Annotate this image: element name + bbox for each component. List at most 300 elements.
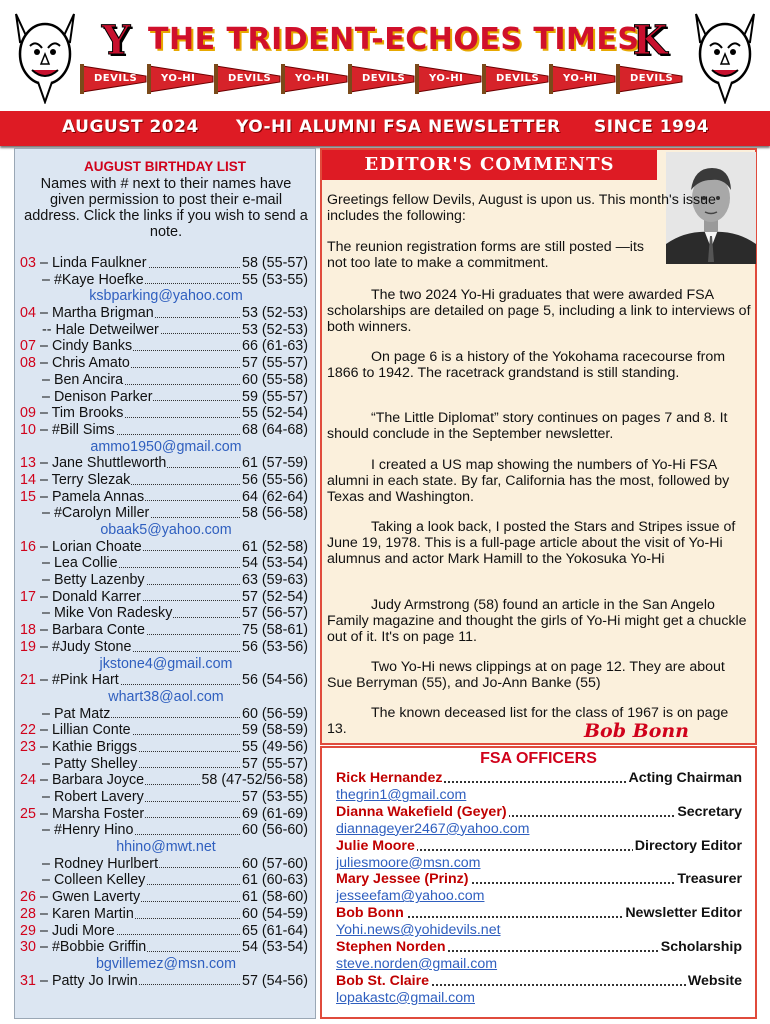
dash-separator: – (42, 371, 54, 388)
class-years: 58 (47-52/56-58) (201, 772, 308, 789)
birthday-name (42, 505, 150, 522)
birthday-row (18, 906, 314, 923)
email-text: ammo1950@gmail.com (90, 438, 242, 455)
birthday-row (18, 772, 314, 789)
officer-line (336, 939, 742, 956)
birthday-row (18, 889, 314, 906)
devil-mascot-icon (686, 6, 764, 104)
class-years: 57 (55-57) (242, 755, 308, 772)
editor-paragraph: The two 2024 Yo-Hi graduates that were awarded FSA scholarships are detailed on page 5, including a link to interviews of both winners. (327, 287, 751, 335)
class-years: 61 (60-63) (242, 872, 308, 889)
officer-name: Bob St. Claire (336, 972, 430, 989)
editor-comments (320, 148, 757, 745)
dash-separator: – (42, 605, 54, 622)
pennant-label: DEVILS (94, 73, 138, 84)
class-years: 60 (56-60) (242, 822, 308, 839)
birthday-name (42, 389, 153, 406)
birthday-row (18, 389, 314, 406)
birthday-name (40, 622, 146, 639)
dash-separator: – (40, 772, 52, 789)
pennant-label: YO-HI (429, 73, 464, 84)
birthday-email-link[interactable] (18, 656, 314, 673)
birthday-row (18, 272, 314, 289)
birthday-row (18, 472, 314, 489)
birthday-name (40, 973, 139, 990)
birthday-name (42, 856, 159, 873)
dash-separator: – (42, 572, 54, 589)
class-years: 60 (55-58) (242, 371, 308, 388)
birthday-name (40, 422, 116, 439)
class-years: 55 (49-56) (242, 738, 308, 755)
editor-paragraph: On page 6 is a history of the Yokohama racecourse from 1866 to 1942. The racetrack grandstand is still standing. (327, 349, 726, 381)
officer-name: Dianna Wakefield (Geyer) (336, 803, 507, 820)
person-name: Terry Slezak (51, 471, 131, 488)
birthday-row (18, 555, 314, 572)
dash-separator: – (40, 488, 52, 505)
birthday-name (40, 672, 120, 689)
birthday-name (40, 472, 131, 489)
birthday-row (18, 622, 314, 639)
editor-paragraph: Two Yo-Hi news clippings at on page 12. They are about Sue Berryman (55), and Jo-Ann Banke (55) (327, 659, 725, 691)
editor-paragraph: Taking a look back, I posted the Stars and Stripes issue of June 19, 1978. This is a full-page article about the visit of Yo-Hi alumnus and actor Mark Hamill to the Yokosuka Yo-Hi (327, 519, 736, 567)
officer-line (336, 804, 742, 821)
dash-separator: – (42, 789, 54, 805)
officer-entry (336, 973, 742, 1007)
class-years: 54 (53-54) (242, 555, 308, 572)
pennant-label: DEVILS (362, 73, 406, 84)
officer-email-link[interactable]: thegrin1@gmail.com (336, 787, 467, 803)
officer-entry (336, 939, 742, 973)
birthday-name (40, 405, 124, 422)
person-name: Gwen Laverty (51, 889, 141, 906)
birthday-name (40, 806, 145, 823)
birthday-row (18, 822, 314, 839)
editor-paragraph: I created a US map showing the numbers of Yo-Hi FSA alumni in each state. By far, California has the most, followed by Texas and Washington. (327, 457, 730, 505)
pennant-flag (348, 64, 416, 94)
birthday-day: 22 (20, 722, 36, 739)
birthday-name (40, 355, 131, 372)
birthday-row (18, 672, 314, 689)
birthday-name (42, 555, 119, 572)
birthday-row (18, 706, 314, 723)
dash-separator: – (40, 622, 52, 639)
person-name: #Bobbie Griffin (51, 939, 147, 956)
birthday-day: 04 (20, 305, 36, 322)
birthday-name (40, 338, 133, 355)
dash-separator: – (40, 355, 52, 372)
birthday-day: 29 (20, 922, 36, 939)
birthday-day: 09 (20, 405, 36, 422)
person-name: Tim Brooks (51, 405, 124, 422)
birthday-row (18, 372, 314, 389)
birthday-name (40, 939, 147, 956)
pennant-flag (147, 64, 215, 94)
pennant-flag (214, 64, 282, 94)
birthday-name (40, 923, 116, 940)
officer-entry (336, 871, 742, 905)
dash-separator: – (40, 922, 52, 939)
officer-line (336, 973, 742, 990)
birthday-name (42, 872, 146, 889)
dash-separator: – (42, 872, 54, 889)
class-years: 66 (61-63) (242, 338, 308, 355)
pennant-row (80, 64, 685, 98)
pennant-flag (482, 64, 550, 94)
officer-line (336, 905, 742, 922)
birthday-day: 17 (20, 588, 36, 605)
birthday-row (18, 455, 314, 472)
dash-separator: – (42, 822, 54, 839)
class-years: 60 (56-59) (242, 705, 308, 722)
class-years: 61 (58-60) (242, 889, 308, 906)
letter-y: Y (101, 17, 131, 64)
person-name: Linda Faulkner (51, 255, 147, 271)
person-name: Marsha Foster (51, 805, 145, 822)
birthday-day: 31 (20, 972, 36, 989)
person-name: #Kaye Hoefke (53, 271, 144, 288)
birthday-row (18, 572, 314, 589)
officer-name: Julie Moore (336, 837, 415, 854)
person-name: Betty Lazenby (53, 572, 145, 589)
email-text: bgvillemez@msn.com (95, 955, 237, 972)
email-text: jkstone4@gmail.com (99, 655, 233, 672)
birthday-name (42, 572, 146, 589)
birthday-day: 16 (20, 538, 36, 555)
birthday-name (40, 722, 132, 739)
birthday-row (18, 422, 314, 439)
birthday-name (40, 906, 135, 923)
birthday-name (40, 639, 132, 656)
dash-separator: – (40, 638, 52, 655)
class-years: 54 (53-54) (242, 939, 308, 956)
officers-title: FSA OFFICERS (480, 750, 597, 767)
dash-separator: – (40, 538, 52, 555)
birthday-row (18, 872, 314, 889)
birthday-day: 03 (20, 255, 36, 271)
birthday-email-link[interactable] (18, 689, 314, 706)
birthday-day: 24 (20, 772, 36, 789)
officer-email-link[interactable]: juliesmoore@msn.com (336, 854, 481, 871)
email-text: whart38@aol.com (108, 688, 224, 705)
class-years: 57 (53-55) (242, 789, 308, 805)
birthday-row (18, 355, 314, 372)
dash-separator: – (40, 722, 52, 739)
birthday-name (42, 756, 138, 773)
birthday-day: 23 (20, 738, 36, 755)
person-name: Pat Matz (53, 705, 111, 722)
issue-banner (0, 111, 770, 146)
person-name: Lillian Conte (51, 722, 131, 739)
pennant-label: YO-HI (563, 73, 598, 84)
birthday-day: 25 (20, 805, 36, 822)
birthday-row (18, 539, 314, 556)
officer-email-link[interactable]: lopakastc@gmail.com (336, 989, 475, 1006)
person-name: Mike Von Radesky (53, 605, 173, 622)
person-name: Kathie Briggs (51, 738, 137, 755)
birthday-day: 30 (20, 939, 36, 956)
birthday-name (42, 605, 173, 622)
officer-name: Bob Bonn (336, 905, 404, 922)
birthday-email-link[interactable] (18, 288, 314, 305)
class-years: 57 (54-56) (242, 972, 308, 989)
birthday-email-link[interactable] (18, 439, 314, 456)
person-name: Lorian Choate (51, 538, 142, 555)
class-years: 60 (54-59) (242, 905, 308, 922)
birthday-row (18, 505, 314, 522)
birthday-row (18, 605, 314, 622)
officer-line (336, 770, 742, 787)
dash-separator: – (40, 305, 52, 322)
birthday-email-link[interactable] (18, 839, 314, 856)
birthday-list (18, 255, 314, 989)
birthday-day: 21 (20, 672, 36, 689)
dash-separator: – (40, 421, 52, 438)
person-name: #Bill Sims (51, 421, 115, 438)
birthday-row (18, 923, 314, 940)
person-name: Judi More (51, 922, 115, 939)
officer-role: Directory Editor (634, 837, 742, 854)
editor-paragraph: Judy Armstrong (58) found an article in the San Angelo Family magazine and thought the girls of Yo-Hi might get a chuckle out of it. It's on page 11. (327, 597, 747, 645)
pennant-label: YO-HI (295, 73, 330, 84)
fsa-officers (320, 746, 757, 1019)
dash-separator: – (40, 255, 52, 271)
officer-line (336, 838, 742, 855)
birthday-row (18, 722, 314, 739)
class-years: 63 (59-63) (242, 572, 308, 589)
dash-separator: – (40, 471, 52, 488)
pennant-label: DEVILS (228, 73, 272, 84)
class-years: 55 (52-54) (242, 405, 308, 422)
email-text: hhino@mwt.net (116, 839, 216, 856)
birthday-row (18, 739, 314, 756)
editor-title: EDITOR'S COMMENTS (322, 150, 657, 180)
dash-separator: – (40, 905, 52, 922)
pennant-label: YO-HI (161, 73, 196, 84)
birthday-row (18, 806, 314, 823)
birthday-day: 10 (20, 421, 36, 438)
person-name: Colleen Kelley (53, 872, 146, 889)
officer-entry (336, 905, 742, 939)
birthday-row (18, 939, 314, 956)
officer-name: Stephen Norden (336, 939, 446, 955)
birthday-day: 26 (20, 889, 36, 906)
birthday-row (18, 639, 314, 656)
person-name: Patty Shelley (53, 755, 138, 772)
dash-separator: – (42, 505, 54, 522)
birthday-name (40, 255, 148, 272)
class-years: 53 (52-53) (242, 321, 308, 338)
birthday-name (42, 322, 160, 339)
dash-separator: – (42, 705, 54, 722)
officer-entry (336, 838, 742, 872)
class-years: 69 (61-69) (242, 805, 308, 822)
class-years: 59 (55-57) (242, 388, 308, 405)
dash-separator: – (40, 889, 52, 906)
class-years: 60 (57-60) (242, 855, 308, 872)
birthday-name (42, 706, 111, 723)
class-years: 56 (55-56) (242, 471, 308, 488)
officer-email-link[interactable]: diannageyer2467@yahoo.com (336, 820, 530, 837)
class-years: 59 (58-59) (242, 722, 308, 739)
officer-role: Newsletter Editor (625, 905, 742, 922)
dash-separator: – (42, 388, 54, 405)
officer-email-link[interactable]: Yohi.news@yohidevils.net (336, 922, 501, 939)
person-name: #Judy Stone (51, 638, 132, 655)
class-years: 64 (62-64) (242, 488, 308, 505)
devil-mascot-icon (6, 6, 84, 104)
birthday-row (18, 255, 314, 272)
person-name: #Carolyn Miller (53, 505, 150, 522)
officer-email-link[interactable]: jesseefam@yahoo.com (336, 888, 485, 905)
birthday-day: 08 (20, 355, 36, 372)
officer-role: Website (687, 972, 742, 989)
birthday-name (42, 822, 134, 839)
birthday-name (42, 272, 145, 289)
birthday-email-link[interactable] (18, 956, 314, 973)
dash-separator: – (40, 738, 52, 755)
email-text: ksbparking@yahoo.com (89, 288, 243, 305)
class-years: 56 (53-56) (242, 638, 308, 655)
class-years: 56 (54-56) (242, 672, 308, 689)
dash-separator: – (42, 271, 54, 288)
class-years: 75 (58-61) (242, 622, 308, 639)
person-name: Robert Lavery (53, 789, 144, 805)
person-name: Lea Collie (53, 555, 118, 572)
birthday-name (40, 539, 143, 556)
person-name: Patty Jo Irwin (51, 972, 138, 989)
officer-role: Treasurer (677, 871, 742, 888)
officer-name: Rick Hernandez (336, 770, 443, 786)
officer-entry (336, 770, 742, 804)
officer-email-link[interactable]: steve.norden@gmail.com (336, 956, 498, 972)
officer-entry (336, 804, 742, 838)
pennant-flag (80, 64, 148, 94)
class-years: 57 (52-54) (242, 588, 308, 605)
officer-role: Scholarship (660, 939, 742, 955)
dash-separator: – (40, 455, 52, 472)
person-name: Barbara Joyce (51, 772, 145, 789)
birthday-row (18, 489, 314, 506)
dash-separator: – (40, 939, 52, 956)
dash-separator: -- (42, 321, 56, 338)
class-years: 57 (55-57) (242, 355, 308, 372)
birthday-day: 07 (20, 338, 36, 355)
pennant-label: DEVILS (630, 73, 674, 84)
class-years: 65 (61-64) (242, 922, 308, 939)
person-name: Pamela Annas (51, 488, 145, 505)
pennant-label: DEVILS (496, 73, 540, 84)
birthday-name (40, 489, 145, 506)
birthday-day: 13 (20, 455, 36, 472)
person-name: Rodney Hurlbert (53, 855, 159, 872)
person-name: Karen Martin (51, 905, 134, 922)
newsletter-name: YO-HI ALUMNI FSA NEWSLETTER (236, 117, 561, 137)
birthday-name (42, 372, 124, 389)
birthday-row (18, 405, 314, 422)
pennant-flag (616, 64, 684, 94)
dash-separator: – (40, 588, 52, 605)
person-name: #Henry Hino (53, 822, 134, 839)
class-years: 58 (56-58) (242, 505, 308, 522)
editor-paragraph: “The Little Diplomat” story continues on pages 7 and 8. It should conclude in the September newsletter. (327, 410, 728, 442)
birthday-name (40, 772, 145, 789)
editor-paragraph: Greetings fellow Devils, August is upon us. This month's issue includes the following: (327, 192, 716, 224)
birthday-name (40, 455, 167, 472)
newsletter-title: THE TRIDENT-ECHOES TIMES (148, 22, 640, 57)
birthday-title: AUGUST BIRTHDAY LIST (83, 159, 246, 174)
birthday-name (40, 739, 138, 756)
birthday-name (42, 789, 145, 806)
email-text: obaak5@yahoo.com (100, 522, 232, 538)
editor-paragraph: The known deceased list for the class of 1967 is on page 13. (327, 705, 729, 737)
person-name: Denison Parker (53, 388, 153, 405)
birthday-row (18, 305, 314, 322)
person-name: Cindy Banks (51, 338, 133, 355)
birthday-row (18, 322, 314, 339)
class-years: 68 (64-68) (242, 421, 308, 438)
birthday-row (18, 338, 314, 355)
birthday-day: 15 (20, 488, 36, 505)
officer-role: Secretary (677, 803, 742, 820)
person-name: Ben Ancira (53, 371, 124, 388)
editor-paragraph: The reunion registration forms are still posted —its not too late to make a commitment. (327, 239, 644, 271)
person-name: Martha Brigman (51, 305, 154, 322)
birthday-day: 28 (20, 905, 36, 922)
officer-line (336, 871, 742, 888)
birthday-day: 18 (20, 622, 36, 639)
since-year: SINCE 1994 (594, 117, 710, 137)
class-years: 53 (52-53) (242, 305, 308, 322)
pennant-flag (281, 64, 349, 94)
pennant-flag (549, 64, 617, 94)
issue-date: AUGUST 2024 (62, 117, 199, 137)
birthday-row (18, 789, 314, 806)
birthday-row (18, 756, 314, 773)
pennant-flag (415, 64, 483, 94)
birthday-intro: Names with # next to their names have given permission to post their e-mail address. Click the links if you wish to send a note. (24, 176, 308, 240)
birthday-column (14, 148, 316, 1019)
dash-separator: – (42, 755, 54, 772)
person-name: Barbara Conte (51, 622, 145, 639)
dash-separator: – (40, 805, 52, 822)
birthday-name (40, 589, 142, 606)
person-name: Hale Detweilwer (55, 321, 159, 338)
dash-separator: – (40, 405, 52, 422)
editor-signature: Bob Bonn (584, 720, 689, 742)
dash-separator: – (40, 672, 52, 689)
class-years: 55 (53-55) (242, 271, 308, 288)
officer-role: Acting Chairman (628, 770, 742, 786)
birthday-name (40, 305, 155, 322)
dash-separator: – (42, 555, 54, 572)
person-name: #Pink Hart (51, 672, 119, 689)
birthday-day: 19 (20, 638, 36, 655)
birthday-row (18, 589, 314, 606)
person-name: Jane Shuttleworth (51, 455, 167, 472)
class-years: 57 (56-57) (242, 605, 308, 622)
class-years: 58 (55-57) (242, 255, 308, 271)
birthday-row (18, 856, 314, 873)
dash-separator: – (40, 972, 52, 989)
dash-separator: – (42, 855, 54, 872)
birthday-email-link[interactable] (18, 522, 314, 539)
masthead (0, 0, 770, 110)
birthday-row (18, 973, 314, 990)
person-name: Chris Amato (51, 355, 130, 372)
dash-separator: – (40, 338, 52, 355)
birthday-day: 14 (20, 471, 36, 488)
class-years: 61 (52-58) (242, 538, 308, 555)
